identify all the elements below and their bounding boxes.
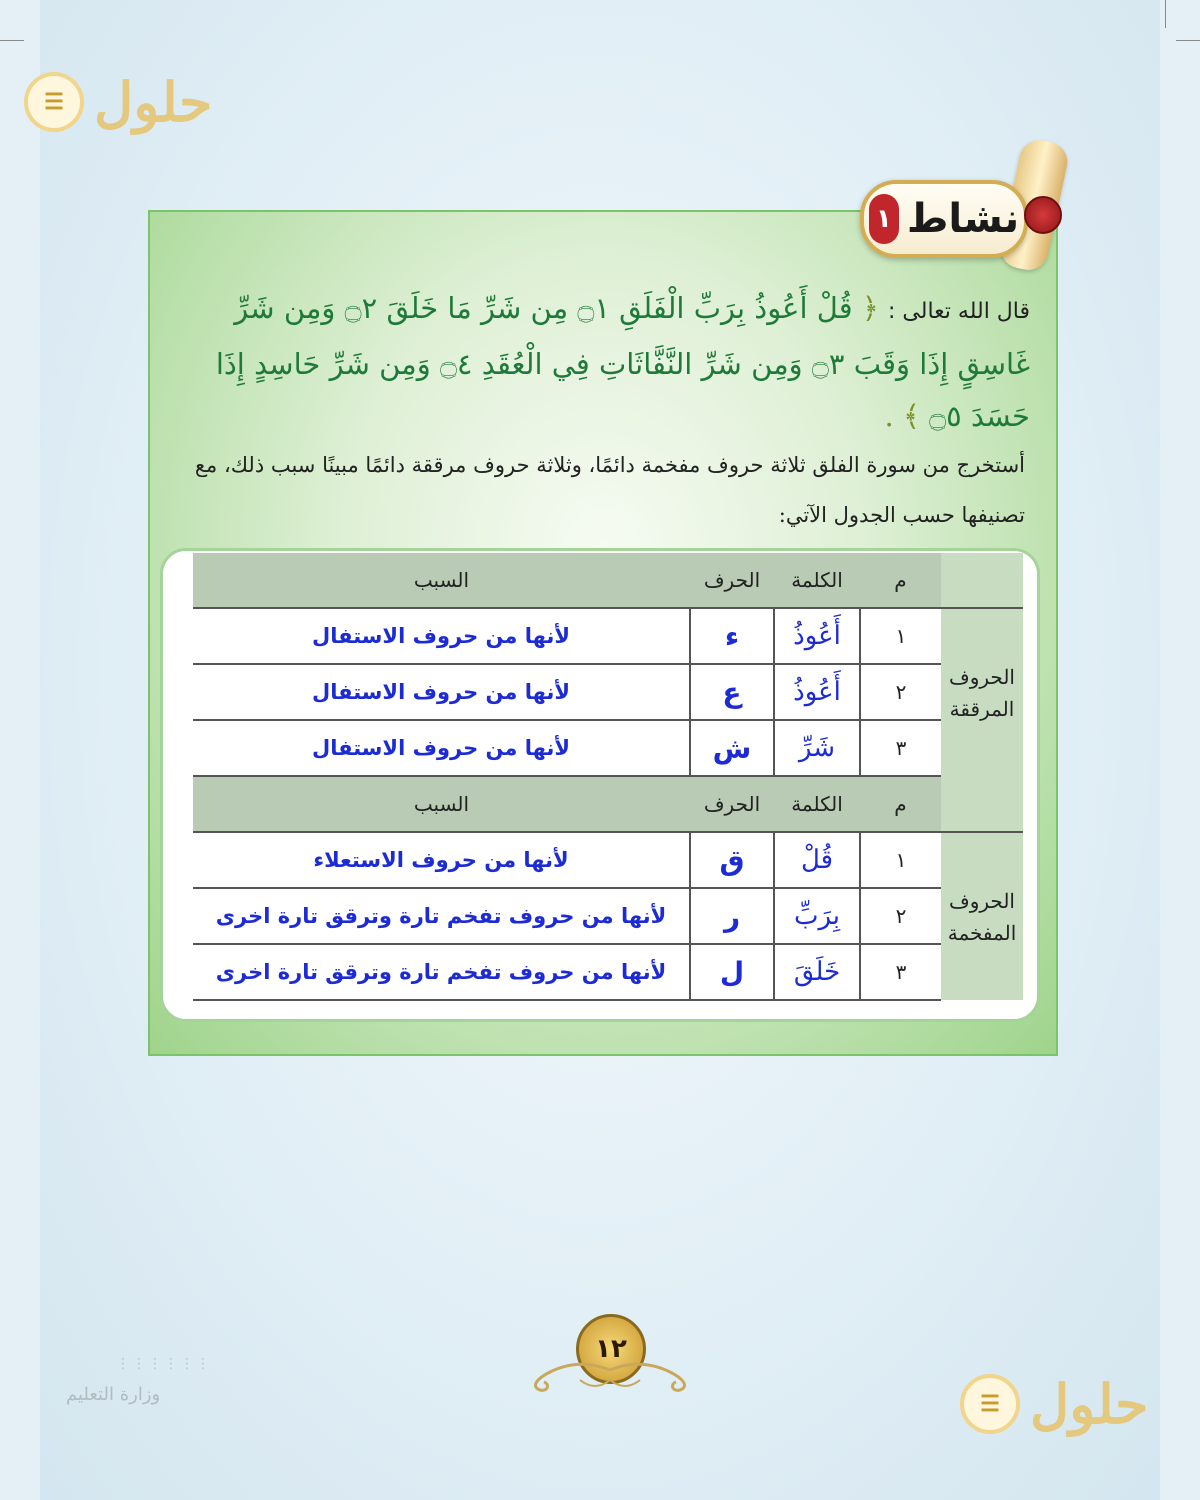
cell-m: ٣ bbox=[860, 720, 941, 776]
table-header-row bbox=[193, 553, 1023, 608]
verse-intro: قال الله تعالى : bbox=[888, 299, 1030, 324]
verse-text: قُلْ أَعُوذُ بِرَبِّ الْفَلَقِ ۝١ مِن شَرِّ مَا خَلَقَ ۝٢ وَمِن شَرِّ غَاسِقٍ إِذَا وَقَبَ ۝٣ وَمِن شَرِّ النَّفَّاثَاتِ فِي الْعُقَدِ ۝٤ وَمِن شَرِّ حَاسِدٍ إِذَا حَسَدَ ۝٥ bbox=[215, 291, 1030, 433]
instruction-text: أستخرج من سورة الفلق ثلاثة حروف مفخمة دائمًا، وثلاثة حروف مرققة دائمًا مبينًا سبب ذلك، مع تصنيفها حسب الجدول الآتي: bbox=[194, 453, 1025, 527]
page-footer bbox=[520, 1300, 700, 1400]
watermark-text: حلول bbox=[94, 70, 213, 134]
verse-open-bracket: ﴿ bbox=[861, 291, 879, 325]
ministry-name: وزارة التعليم bbox=[66, 1384, 161, 1405]
group-title: الحروف المفخمة bbox=[941, 832, 1023, 1000]
watermark-top bbox=[24, 70, 212, 134]
header-letter: الحرف bbox=[690, 553, 774, 608]
cell-m: ٢ bbox=[860, 888, 941, 944]
cell-word: أَعُوذُ bbox=[774, 608, 860, 664]
cell-letter: ر bbox=[690, 888, 774, 944]
group-header-cell bbox=[941, 553, 1023, 608]
cell-letter: ق bbox=[690, 832, 774, 888]
book-icon: ☰ bbox=[960, 1374, 1020, 1434]
group-header-cell bbox=[941, 776, 1023, 832]
seal-icon bbox=[1024, 196, 1062, 234]
cell-word: بِرَبِّ bbox=[774, 888, 860, 944]
cell-reason: لأنها من حروف الاستفال bbox=[193, 608, 690, 664]
group-title: الحروف المرققة bbox=[941, 608, 1023, 776]
quran-verse bbox=[190, 282, 1030, 442]
table-row bbox=[193, 720, 1023, 776]
header-m: م bbox=[860, 776, 941, 832]
header-reason: السبب bbox=[193, 776, 690, 832]
table-row bbox=[193, 832, 1023, 888]
watermark-bottom bbox=[960, 1372, 1148, 1436]
cell-letter: ل bbox=[690, 944, 774, 1000]
cell-word: أَعُوذُ bbox=[774, 664, 860, 720]
header-word: الكلمة bbox=[774, 553, 860, 608]
cell-reason: لأنها من حروف تفخم تارة وترقق تارة اخرى bbox=[193, 888, 690, 944]
cell-letter: ء bbox=[690, 608, 774, 664]
verse-close-bracket: ﴾ . bbox=[884, 399, 920, 433]
activity-badge bbox=[860, 180, 1028, 258]
crop-mark bbox=[0, 40, 24, 41]
header-m: م bbox=[860, 553, 941, 608]
cell-reason: لأنها من حروف الاستعلاء bbox=[193, 832, 690, 888]
cell-word: خَلَقَ bbox=[774, 944, 860, 1000]
book-icon: ☰ bbox=[24, 72, 84, 132]
table-row bbox=[193, 944, 1023, 1000]
watermark-text: حلول bbox=[1030, 1372, 1149, 1436]
cell-letter: ش bbox=[690, 720, 774, 776]
cell-word: شَرِّ bbox=[774, 720, 860, 776]
cell-reason: لأنها من حروف الاستفال bbox=[193, 664, 690, 720]
cell-reason: لأنها من حروف الاستفال bbox=[193, 720, 690, 776]
classification-table bbox=[160, 548, 1040, 1022]
table-header-row bbox=[193, 776, 1023, 832]
flourish-ornament bbox=[520, 1360, 700, 1394]
cell-m: ١ bbox=[860, 832, 941, 888]
ministry-dots-icon: ⋮⋮⋮⋮⋮⋮ bbox=[116, 1356, 212, 1372]
cell-m: ٢ bbox=[860, 664, 941, 720]
cell-letter: ع bbox=[690, 664, 774, 720]
page-number: ١٢ bbox=[576, 1314, 646, 1384]
header-letter: الحرف bbox=[690, 776, 774, 832]
cell-m: ١ bbox=[860, 608, 941, 664]
crop-mark bbox=[1165, 0, 1166, 28]
header-reason: السبب bbox=[193, 553, 690, 608]
crop-mark bbox=[1176, 40, 1200, 41]
ministry-logo bbox=[66, 1356, 226, 1446]
badge-number: ١ bbox=[869, 194, 899, 244]
cell-reason: لأنها من حروف تفخم تارة وترقق تارة اخرى bbox=[193, 944, 690, 1000]
table-row bbox=[193, 888, 1023, 944]
cell-word: قُلْ bbox=[774, 832, 860, 888]
cell-m: ٣ bbox=[860, 944, 941, 1000]
table-row bbox=[193, 664, 1023, 720]
badge-label: نشاط bbox=[906, 196, 1020, 242]
header-word: الكلمة bbox=[774, 776, 860, 832]
table-row bbox=[193, 608, 1023, 664]
